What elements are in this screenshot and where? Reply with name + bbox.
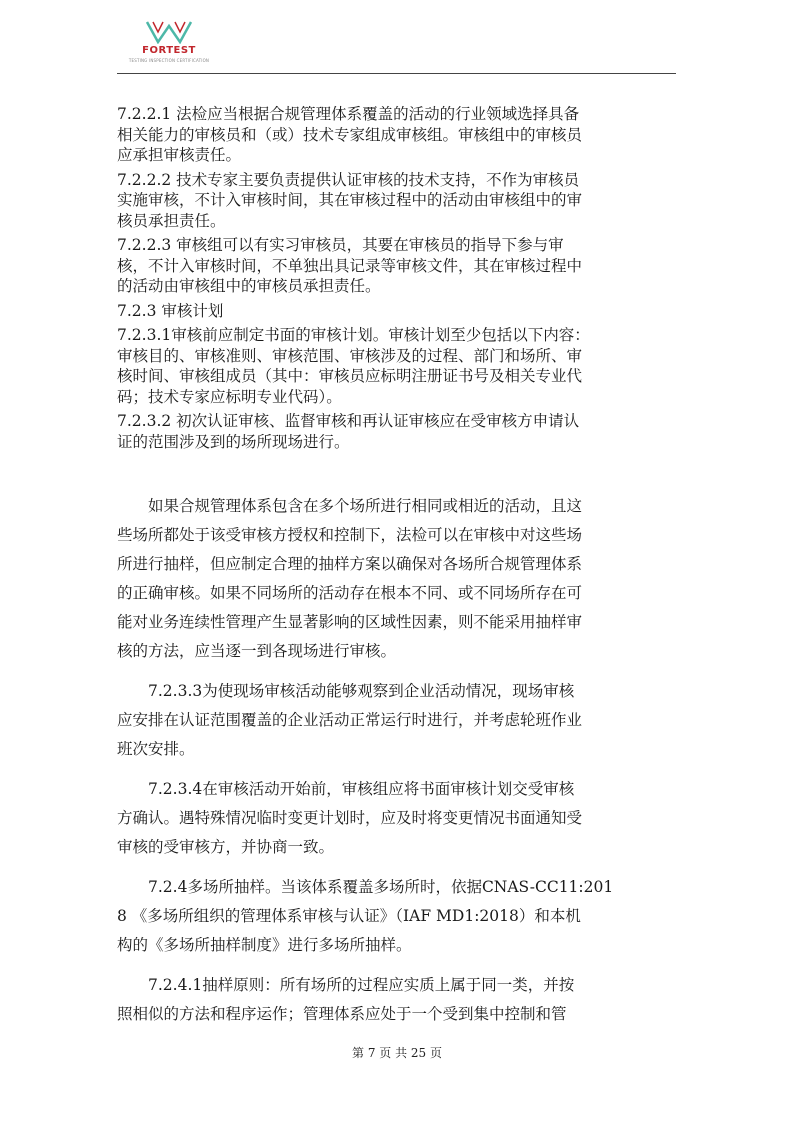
paragraph — [117, 411, 677, 452]
paragraph — [117, 775, 677, 862]
document-body-top — [117, 104, 677, 452]
text-line: 7.2.2.3 审核组可以有实习审核员，其要在审核员的指导下参与审 — [117, 236, 564, 254]
text-line: 7.2.3.1审核前应制定书面的审核计划。审核计划至少包括以下内容： — [117, 326, 590, 344]
text-line: 能对业务连续性管理产生显著影响的区域性因素，则不能采用抽样审 — [117, 613, 583, 631]
text-line: 班次安排。 — [117, 740, 195, 758]
page-header — [117, 18, 676, 74]
text-line: 应安排在认证范围覆盖的企业活动正常运行时进行，并考虑轮班作业 — [117, 711, 583, 729]
text-line: 7.2.4多场所抽样。当该体系覆盖多场所时，依据CNAS-CC11:201 — [117, 878, 614, 896]
paragraph — [117, 301, 677, 322]
text-line: 所进行抽样，但应制定合理的抽样方案以确保对各场所合规管理体系 — [117, 555, 583, 573]
text-line: 7.2.3 审核计划 — [117, 301, 224, 320]
text-line: 应承担审核责任。 — [117, 146, 242, 164]
paragraph — [117, 235, 677, 297]
text-line: 7.2.3.4在审核活动开始前，审核组应将书面审核计划交受审核 — [117, 780, 575, 798]
text-line: 7.2.3.3为使现场审核活动能够观察到企业活动情况，现场审核 — [117, 682, 575, 700]
paragraph — [117, 325, 677, 407]
text-line: 7.2.2.1 法检应当根据合规管理体系覆盖的活动的行业领域选择具备 — [117, 105, 580, 123]
paragraph — [117, 492, 677, 666]
text-line: 8 《多场所组织的管理体系审核与认证》（IAF MD1:2018）和本机 — [117, 907, 581, 925]
company-logo — [119, 18, 219, 68]
document-body-bottom — [117, 492, 677, 1029]
text-line: 的活动由审核组中的审核员承担责任。 — [117, 277, 381, 295]
text-line: 审核的受审核方，并协商一致。 — [117, 838, 335, 856]
text-line: 码；技术专家应标明专业代码）。 — [117, 387, 342, 406]
text-line: 核员承担责任。 — [117, 211, 226, 230]
text-line: 核时间、审核组成员（其中：审核员应标明注册证书号及相关专业代 — [117, 367, 583, 385]
text-line: 的正确审核。如果不同场所的活动存在根本不同、或不同场所存在可 — [117, 584, 583, 602]
text-line: 些场所都处于该受审核方授权和控制下，法检可以在审核中对这些场 — [117, 526, 583, 544]
paragraph — [117, 170, 677, 232]
page-number: 第 7 页 共 25 页 — [352, 1046, 442, 1060]
text-line: 相关能力的审核员和（或）技术专家组成审核组。审核组中的审核员 — [117, 125, 583, 144]
text-line: 证的范围涉及到的场所现场进行。 — [117, 432, 350, 451]
text-line: 审核目的、审核准则、审核范围、审核涉及的过程、部门和场所、审 — [117, 346, 583, 365]
text-line: 核的方法，应当逐一到各现场进行审核。 — [117, 642, 397, 660]
text-line: 实施审核，不计入审核时间，其在审核过程中的活动由审核组中的审 — [117, 191, 583, 209]
fortest-w-mark-icon — [145, 20, 193, 44]
paragraph — [117, 104, 677, 166]
logo-name: FORTEST — [142, 45, 196, 56]
text-line: 构的《多场所抽样制度》进行多场所抽样。 — [117, 936, 412, 954]
text-line: 7.2.2.2 技术专家主要负责提供认证审核的技术支持，不作为审核员 — [117, 170, 580, 189]
text-line: 照相似的方法和程序运作；管理体系应处于一个受到集中控制和管 — [117, 1005, 567, 1023]
paragraph — [117, 971, 677, 1029]
text-line: 如果合规管理体系包含在多个场所进行相同或相近的活动，且这 — [117, 497, 583, 515]
logo-tagline: TESTING INSPECTION CERTIFICATION — [128, 58, 210, 63]
paragraph — [117, 873, 677, 960]
text-line: 核，不计入审核时间，不单独出具记录等审核文件，其在审核过程中 — [117, 256, 583, 275]
text-line: 方确认。遇特殊情况临时变更计划时，应及时将变更情况书面通知受 — [117, 809, 583, 827]
text-line: 7.2.3.2 初次认证审核、监督审核和再认证审核应在受审核方申请认 — [117, 412, 580, 430]
text-line: 7.2.4.1抽样原则：所有场所的过程应实质上属于同一类，并按 — [117, 976, 575, 994]
paragraph — [117, 677, 677, 764]
